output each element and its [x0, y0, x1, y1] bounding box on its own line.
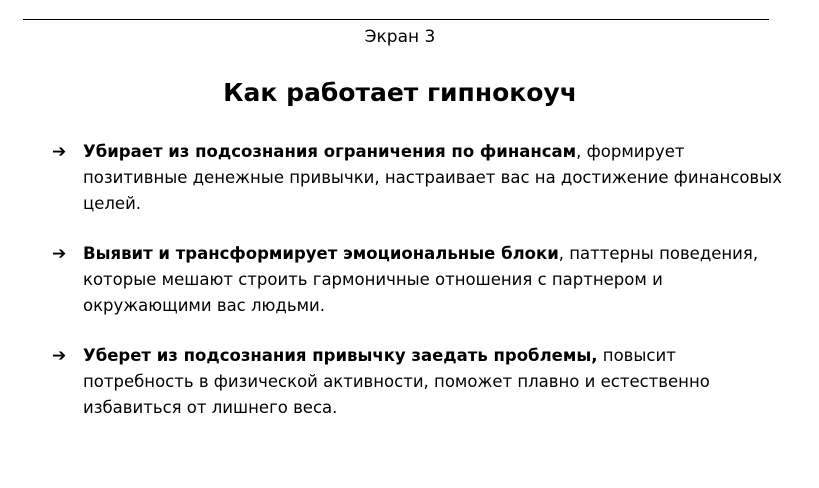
list-item-lead: Выявит и трансформирует эмоциональные блоки — [83, 244, 559, 263]
list-item — [52, 139, 782, 217]
top-divider-line — [23, 19, 769, 20]
screen-label: Экран 3 — [364, 27, 436, 47]
feature-list — [52, 139, 782, 445]
page-title: Как работает гипнокоуч — [223, 78, 577, 107]
right-arrow-icon: ➔ — [52, 142, 67, 162]
list-item — [52, 343, 782, 421]
list-item-text: , паттерны поведения, которые мешают строить гармоничные отношения с партнером и окружающими вас людьми. — [83, 244, 759, 315]
list-item — [52, 241, 782, 319]
list-item-lead: Уберет из подсознания привычку заедать проблемы, — [83, 346, 598, 365]
list-item-lead: Убирает из подсознания ограничения по финансам — [83, 142, 577, 161]
right-arrow-icon: ➔ — [52, 244, 67, 264]
right-arrow-icon: ➔ — [52, 346, 67, 366]
list-item-text: , формирует позитивные денежные привычки, настраивает вас на достижение финансовых целей. — [83, 142, 782, 213]
list-item-text: повысит потребность в физической активности, поможет плавно и естественно избавиться от лишнего веса. — [83, 346, 710, 417]
